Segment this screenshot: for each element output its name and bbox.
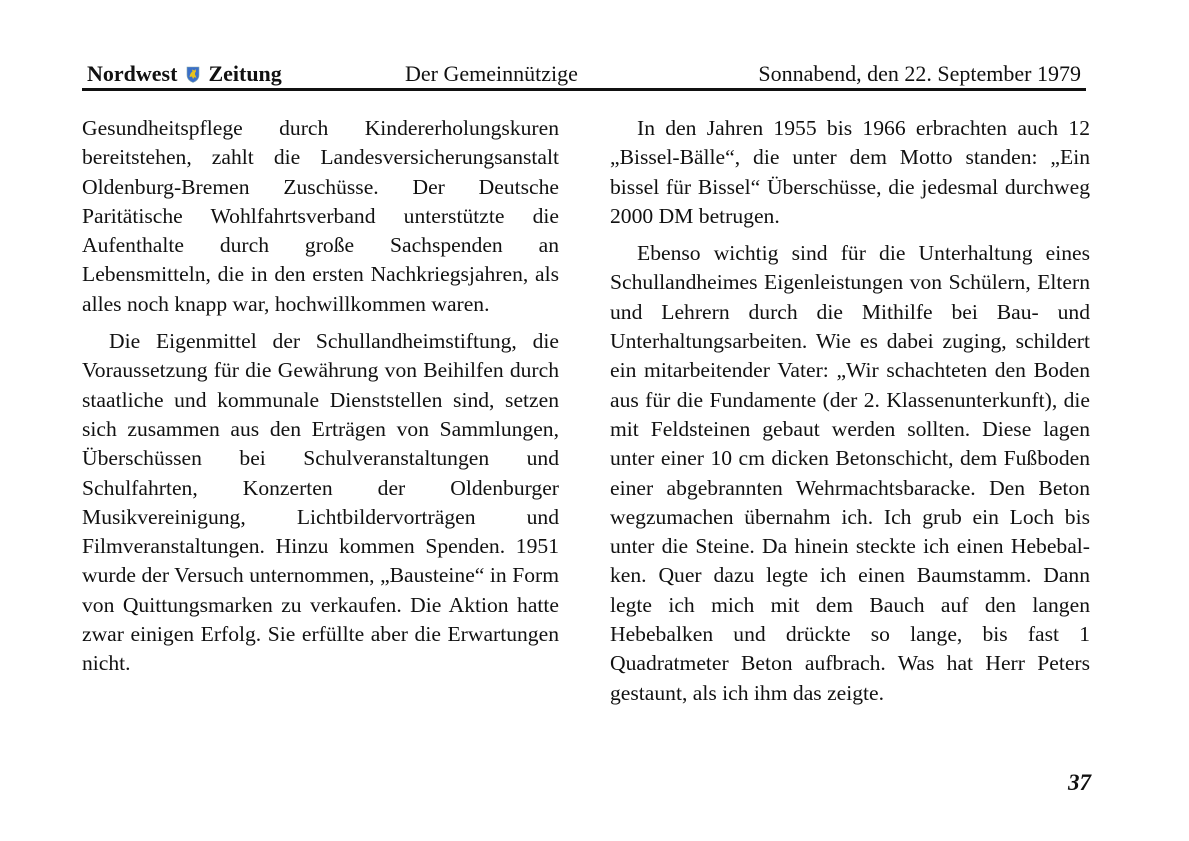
page-number: 37 bbox=[1068, 770, 1091, 795]
column-right bbox=[610, 114, 1090, 716]
issue-date: Sonnabend, den 22. September 1979 bbox=[758, 61, 1081, 86]
coat-of-arms-icon bbox=[186, 66, 200, 83]
column-left bbox=[82, 114, 559, 687]
paragraph: In den Jahren 1955 bis 1966 erbrachten auch 12 „Bissel-Bälle“, die unter dem Motto standen: „Ein bissel für Bissel“ Überschüsse, die jedesmal durchweg 2000 DM betrugen. bbox=[610, 116, 1090, 228]
header-rule bbox=[82, 88, 1086, 91]
paragraph: Gesundheitspflege durch Kindererholungskuren bereitstehen, zahlt die Landesversicherungsanstalt Oldenburg-Bremen Zuschüsse. Der Deutsche Paritätische Wohlfahrtsverband unterstützte die Aufenthalte durch große Sachspenden an Lebensmitteln, die in den ersten Nachkriegsjahren, als alles noch knapp war, hochwillkommen waren. bbox=[82, 116, 559, 316]
masthead-left: Nordwest bbox=[87, 61, 178, 86]
masthead-right: Zeitung bbox=[208, 61, 282, 86]
paragraph: Ebenso wichtig sind für die Unterhaltung eines Schullandheimes Eigenleistungen von Schülern, Eltern und Lehrern durch die Mithilfe bei Bau- und Unterhaltungsarbeiten. Wie es dabei zuging, schildert ein mitarbeitender Vater: „Wir schachteten den Boden aus für die Fundamente (der 2. Klassenunterkunft), die mit Feldsteinen gebaut werden sollten. Diese lagen unter einer 10 cm dicken Betonschicht, dem Fußboden einer abgebrannten Wehrmachtsbaracke. Den Beton wegzumachen übernahm ich. Ich grub ein Loch bis unter die Steine. Da hinein steckte ich einen Hebebalken. Quer dazu legte ich einen Baumstamm. Dann legte ich mich mit dem Bauch auf den langen Hebebalken und drückte so lange, bis fast 1 Quadratmeter Beton aufbrach. Was hat Herr Peters gestaunt, als ich ihm das zeigte. bbox=[610, 241, 1090, 705]
section-title: Der Gemeinnützige bbox=[405, 61, 578, 86]
page-header bbox=[82, 58, 1086, 90]
paragraph: Die Eigenmittel der Schullandheimstiftung, die Voraussetzung für die Gewährung von Beihilfen durch staatliche und kommunale Dienststellen sind, setzen sich zusammen aus den Erträgen von Sammlungen, Überschüssen bei Schulveranstaltungen und Schulfahrten, Konzerten der Oldenburger Musikvereinigung, Lichtbildervorträgen und Filmveranstaltungen. Hinzu kommen Spenden. 1951 wurde der Versuch unternommen, „Bausteine“ in Form von Quittungsmarken zu verkaufen. Die Aktion hatte zwar einigen Erfolg. Sie erfüllte aber die Erwartungen nicht. bbox=[82, 329, 559, 676]
newspaper-masthead bbox=[87, 61, 282, 87]
